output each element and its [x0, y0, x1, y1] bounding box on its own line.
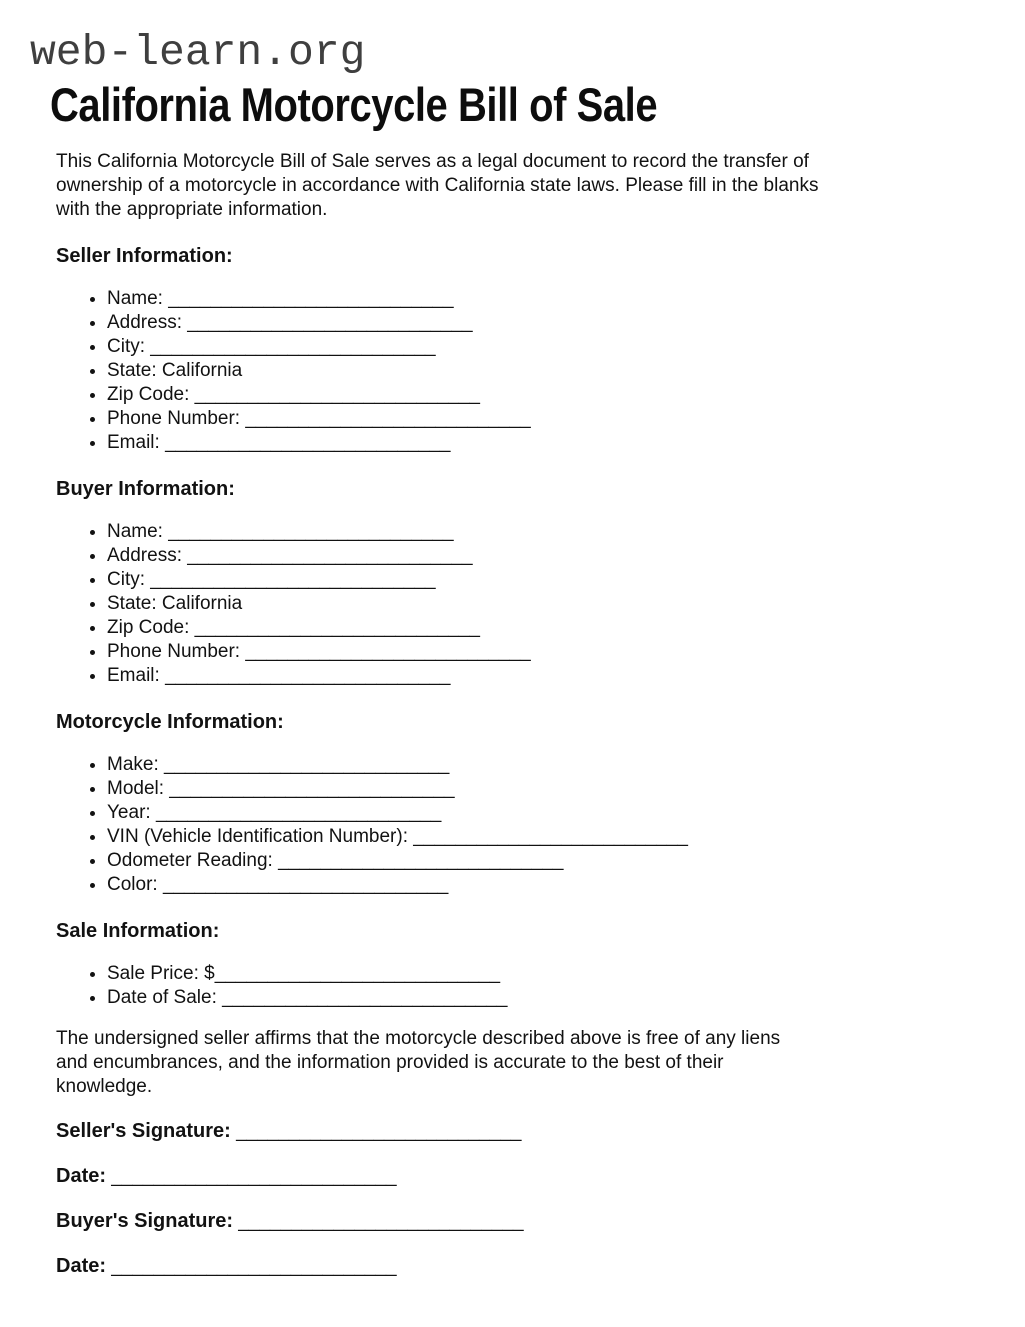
field-label: City: [107, 336, 145, 358]
affirmation-line: The undersigned seller affirms that the motorcycle described above is free of any liens [56, 1028, 781, 1050]
intro-line: with the appropriate information. [56, 199, 328, 221]
affirmation-line: and encumbrances, and the information provided is accurate to the best of their [56, 1052, 724, 1074]
form-section [56, 919, 968, 1010]
field-value: California [156, 593, 243, 615]
field-label: Zip Code: [107, 384, 190, 406]
field-blank-line: ___________________________ [189, 617, 480, 639]
field-list [56, 962, 968, 1010]
intro-line: ownership of a motorcycle in accordance with California state laws. Please fill in the blanks [56, 175, 819, 197]
field-blank-line: ___________________________ [150, 802, 442, 824]
field-blank-line: ___________________________ [164, 778, 455, 800]
form-field [107, 335, 968, 359]
form-field [107, 753, 968, 777]
field-label: VIN (Vehicle Identification Number): [107, 826, 408, 848]
field-label: State: [107, 593, 157, 615]
field-blank-line: ___________________________ [189, 384, 480, 406]
field-blank-line: ___________________________ [162, 521, 454, 543]
form-field [107, 287, 968, 311]
field-label: Model: [107, 778, 165, 800]
form-section [56, 244, 968, 455]
form-section [56, 710, 968, 897]
form-field [107, 431, 968, 455]
section-heading: Sale Information: [56, 920, 220, 943]
field-blank-line: ___________________________ [158, 754, 450, 776]
field-label: Address: [107, 545, 182, 567]
page-title: California Motorcycle Bill of Sale [50, 78, 658, 132]
field-label: Sale Price: [107, 963, 199, 985]
field-label: State: [107, 360, 157, 382]
field-blank-line: ___________________________ [240, 408, 531, 430]
section-heading: Seller Information: [56, 245, 233, 268]
section-heading: Buyer Information: [56, 478, 235, 501]
form-field [107, 544, 968, 568]
form-field [107, 849, 968, 873]
form-field [107, 777, 968, 801]
field-list [56, 287, 968, 455]
field-label: Name: [107, 288, 163, 310]
form-field [107, 359, 968, 383]
field-blank-line: ___________________________ [181, 312, 473, 334]
field-blank-line: ___________________________ [159, 665, 451, 687]
signature-label: Seller's Signature: [56, 1120, 231, 1143]
field-label: City: [107, 569, 145, 591]
field-label: Name: [107, 521, 163, 543]
field-label: Zip Code: [107, 617, 190, 639]
form-field [107, 383, 968, 407]
form-field [107, 873, 968, 897]
field-label: Year: [107, 802, 151, 824]
field-label: Make: [107, 754, 159, 776]
field-blank-line: ___________________________ [145, 336, 436, 358]
form-field [107, 592, 968, 616]
form-sections [56, 244, 968, 1010]
signature-label: Buyer's Signature: [56, 1210, 234, 1233]
field-list [56, 520, 968, 688]
field-blank-line: $___________________________ [198, 963, 501, 985]
intro-line: This California Motorcycle Bill of Sale serves as a legal document to record the transfer of [56, 151, 809, 173]
form-field [107, 520, 968, 544]
form-field [107, 640, 968, 664]
field-blank-line: __________________________ [407, 826, 688, 848]
form-field [107, 801, 968, 825]
form-field [107, 825, 968, 849]
affirmation-line: knowledge. [56, 1076, 153, 1098]
intro-paragraph [56, 150, 968, 222]
field-value: California [156, 360, 243, 382]
signature-blank-line: ___________________________ [106, 1166, 397, 1188]
section-heading: Motorcycle Information: [56, 711, 284, 734]
signature-blank-line: ___________________________ [233, 1211, 524, 1233]
field-label: Date of Sale: [107, 987, 217, 1009]
signature-line [56, 1254, 968, 1279]
field-label: Odometer Reading: [107, 850, 273, 872]
signature-label: Date: [56, 1255, 107, 1278]
field-blank-line: ___________________________ [157, 874, 449, 896]
field-blank-line: ___________________________ [159, 432, 451, 454]
field-blank-line: ___________________________ [162, 288, 454, 310]
form-field [107, 986, 968, 1010]
signature-line [56, 1209, 968, 1234]
signature-line [56, 1119, 968, 1144]
signature-blank-line: ___________________________ [230, 1121, 522, 1143]
field-list [56, 753, 968, 897]
form-field [107, 616, 968, 640]
form-field [107, 311, 968, 335]
form-field [107, 664, 968, 688]
field-blank-line: ___________________________ [145, 569, 436, 591]
field-label: Phone Number: [107, 641, 241, 663]
field-label: Email: [107, 665, 160, 687]
field-label: Address: [107, 312, 182, 334]
signature-line [56, 1164, 968, 1189]
affirmation-paragraph [56, 1027, 968, 1099]
form-field [107, 962, 968, 986]
field-blank-line: ___________________________ [181, 545, 473, 567]
field-blank-line: ___________________________ [272, 850, 564, 872]
signature-label: Date: [56, 1165, 107, 1188]
form-field [107, 407, 968, 431]
site-logo: web-learn.org [30, 28, 366, 77]
field-label: Color: [107, 874, 158, 896]
signature-blank-line: ___________________________ [106, 1256, 397, 1278]
field-label: Email: [107, 432, 160, 454]
field-label: Phone Number: [107, 408, 241, 430]
field-blank-line: ___________________________ [240, 641, 531, 663]
field-blank-line: ___________________________ [216, 987, 508, 1009]
form-field [107, 568, 968, 592]
signature-block [56, 1119, 968, 1279]
form-section [56, 477, 968, 688]
